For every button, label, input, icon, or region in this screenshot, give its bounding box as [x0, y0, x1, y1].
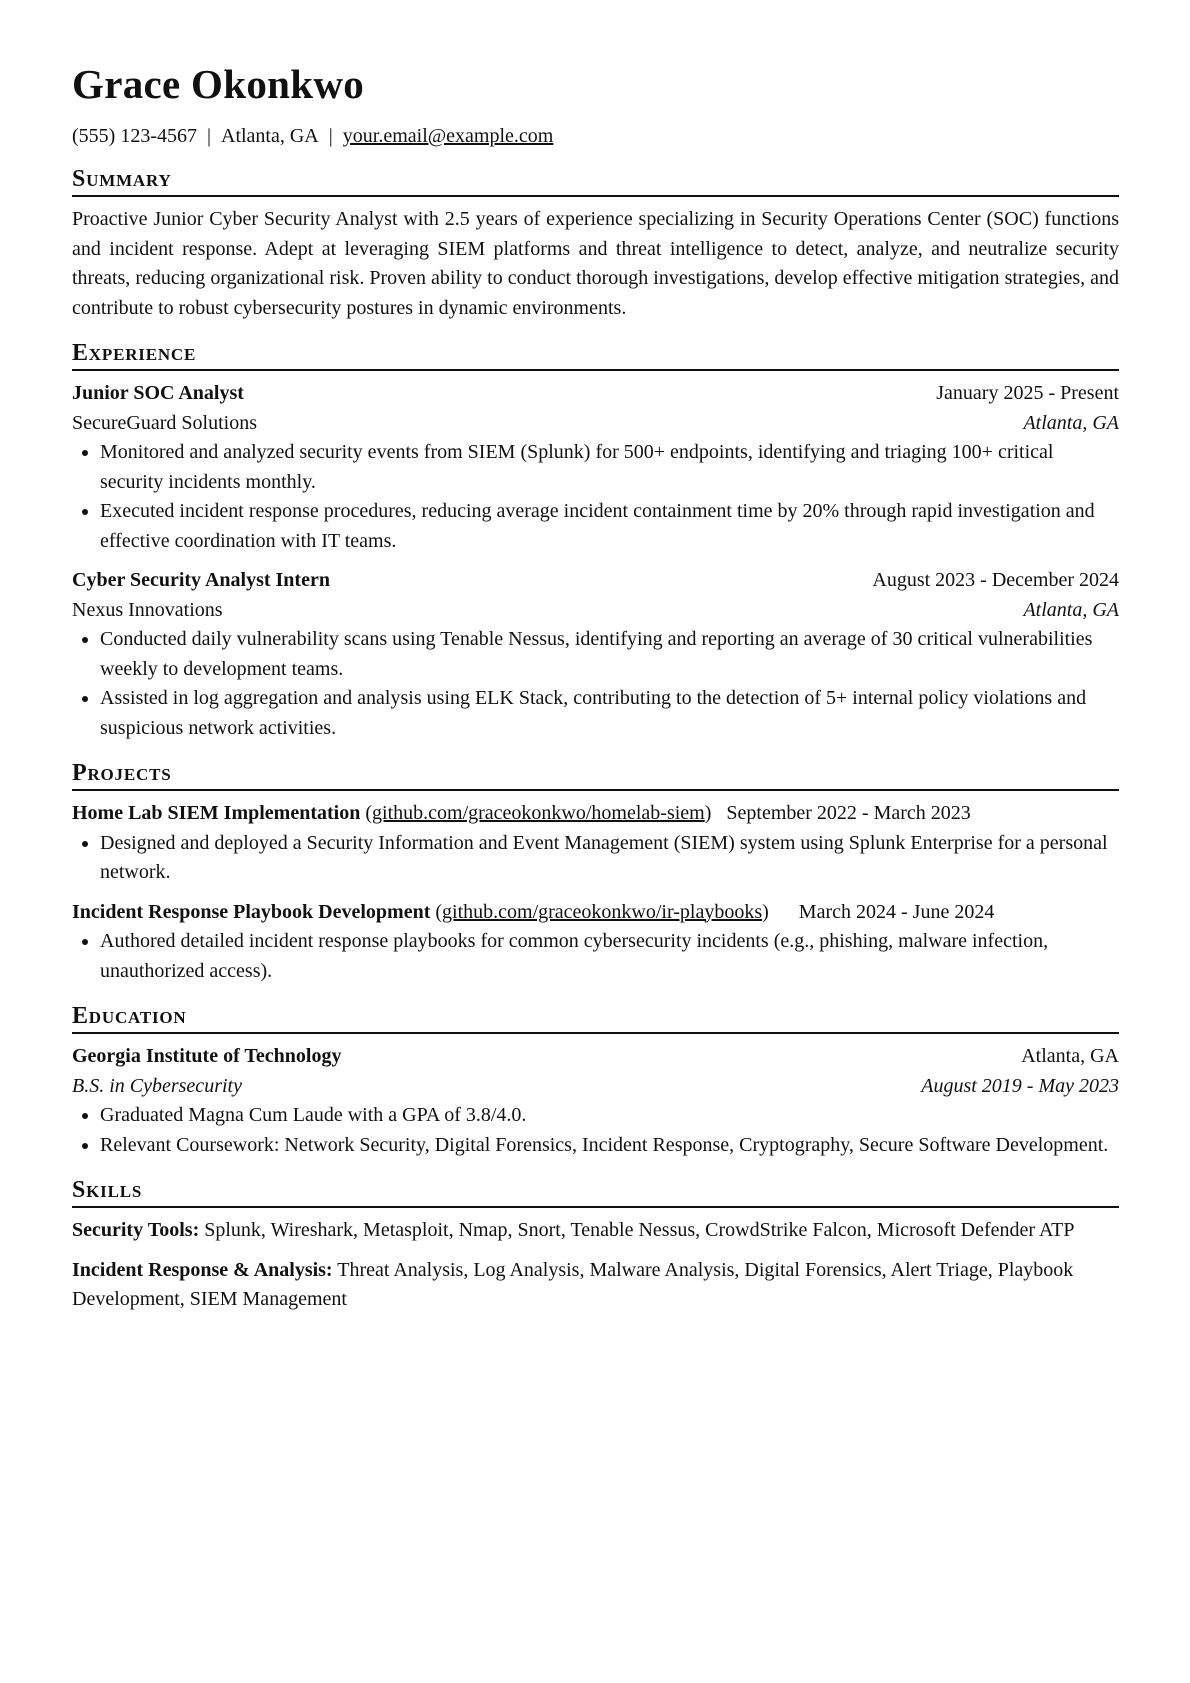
job-role: Cyber Security Analyst Intern	[72, 569, 330, 591]
job-bullets	[72, 625, 1119, 743]
section-title-projects: Projects	[72, 759, 1119, 791]
bullet-item: • Graduated Magna Cum Laude with a GPA of 3.8/4.0.	[100, 1101, 1119, 1131]
bullet-item: • Monitored and analyzed security events from SIEM (Splunk) for 500+ endpoints, identifying and triaging 100+ critical security incidents monthly.	[100, 438, 1119, 497]
project-bullets	[72, 927, 1119, 986]
project-entry	[72, 898, 1119, 987]
project-link[interactable]: github.com/graceokonkwo/homelab-siem	[372, 802, 705, 824]
degree: B.S. in Cybersecurity	[72, 1074, 242, 1097]
education-bullets	[72, 1101, 1119, 1160]
job-dates: January 2025 - Present	[936, 382, 1119, 404]
project-dates: March 2024 - June 2024	[798, 900, 995, 923]
project-header: Home Lab SIEM Implementation (github.com/graceokonkwo/homelab-siem) September 2022 - March 2023	[72, 802, 971, 824]
project-name: Home Lab SIEM Implementation	[72, 802, 361, 824]
candidate-name: Grace Okonkwo	[72, 61, 365, 107]
section-title-skills: Skills	[72, 1176, 1119, 1208]
separator: |	[206, 125, 211, 147]
job-location: Atlanta, GA	[1023, 411, 1119, 434]
job-role: Junior SOC Analyst	[72, 382, 244, 404]
project-bullets	[72, 829, 1119, 888]
skill-group-items: Threat Analysis, Log Analysis, Malware Analysis, Digital Forensics, Alert Triage, Playbook Development, SIEM Management	[72, 1258, 1074, 1310]
school-location: Atlanta, GA	[1021, 1045, 1119, 1067]
experience-entry	[72, 379, 1119, 556]
skill-group-label: Security Tools:	[72, 1219, 200, 1241]
job-bullets	[72, 438, 1119, 556]
job-company: Nexus Innovations	[72, 598, 223, 621]
experience-entry	[72, 566, 1119, 743]
email-link[interactable]: your.email@example.com	[342, 125, 554, 147]
job-company: SecureGuard Solutions	[72, 411, 257, 434]
bullet-item: • Executed incident response procedures, reducing average incident containment time by 20% through rapid investigation and effective coordination with IT teams.	[100, 497, 1119, 556]
project-entry	[72, 799, 1119, 888]
school-name: Georgia Institute of Technology	[72, 1045, 342, 1067]
bullet-item: • Designed and deployed a Security Information and Event Management (SIEM) system using Splunk Enterprise for a personal network.	[100, 829, 1119, 888]
bullet-item: • Authored detailed incident response playbooks for common cybersecurity incidents (e.g., phishing, malware infection, unauthorized access).	[100, 927, 1119, 986]
bullet-item: • Assisted in log aggregation and analysis using ELK Stack, contributing to the detection of 5+ internal policy violations and suspicious network activities.	[100, 684, 1119, 743]
resume-page	[72, 58, 1119, 1325]
section-title-summary: Summary	[72, 165, 1119, 197]
education-dates: August 2019 - May 2023	[921, 1074, 1119, 1097]
project-dates: September 2022 - March 2023	[726, 802, 971, 824]
job-dates: August 2023 - December 2024	[872, 569, 1119, 591]
phone-number: (555) 123-4567	[72, 125, 197, 147]
skill-group	[72, 1216, 1119, 1246]
skill-group-label: Incident Response & Analysis:	[72, 1258, 333, 1281]
section-title-education: Education	[72, 1002, 1119, 1034]
project-link[interactable]: github.com/graceokonkwo/ir-playbooks	[442, 900, 763, 923]
separator: |	[328, 125, 333, 147]
summary-text: Proactive Junior Cyber Security Analyst with 2.5 years of experience specializing in Security Operations Center (SOC) functions and incident response. Adept at leveraging SIEM platforms and threat intelligence to detect, analyze, and neutralize security threats, reducing organizational risk. Proven ability to conduct thorough investigations, develop effective mitigation strategies, and contribute to robust cybersecurity postures in dynamic environments.	[72, 208, 1119, 319]
bullet-item: • Relevant Coursework: Network Security, Digital Forensics, Incident Response, Cryptography, Secure Software Development.	[100, 1131, 1119, 1161]
location: Atlanta, GA	[221, 125, 319, 147]
project-header: Incident Response Playbook Development (github.com/graceokonkwo/ir-playbooks) March 2024 - June 2024	[72, 900, 995, 923]
bullet-item: • Conducted daily vulnerability scans using Tenable Nessus, identifying and reporting an average of 30 critical vulnerabilities weekly to development teams.	[100, 625, 1119, 684]
skill-group-items: Splunk, Wireshark, Metasploit, Nmap, Snort, Tenable Nessus, CrowdStrike Falcon, Microsoft Defender ATP	[204, 1219, 1075, 1241]
contact-line	[72, 123, 1119, 149]
section-title-experience: Experience	[72, 339, 1119, 371]
job-location: Atlanta, GA	[1023, 598, 1119, 621]
skill-group	[72, 1256, 1119, 1315]
project-name: Incident Response Playbook Development	[72, 900, 431, 923]
education-entry	[72, 1042, 1119, 1160]
